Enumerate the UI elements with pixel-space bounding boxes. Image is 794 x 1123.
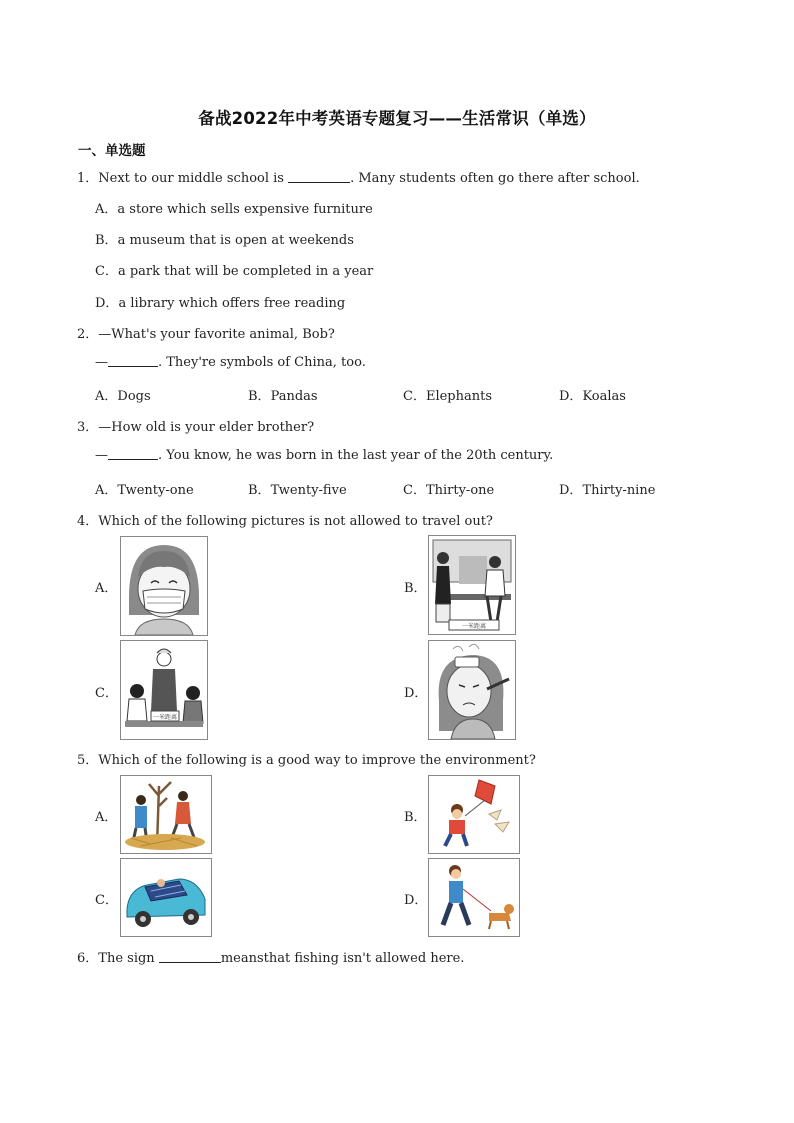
question-number: 4．	[77, 514, 99, 529]
walking-dog-image	[429, 859, 519, 936]
option-2b[interactable]	[248, 385, 318, 404]
question-4	[77, 510, 493, 529]
option-label: A．	[95, 483, 118, 498]
question-2	[77, 323, 335, 342]
option-2a[interactable]	[95, 385, 151, 404]
option-label: D．	[95, 296, 119, 311]
option-4a-label[interactable]: A．	[95, 581, 118, 596]
question-number: 2．	[77, 327, 99, 342]
pic-sign-text: 一米距离	[152, 714, 178, 721]
question-text: The sign	[98, 951, 159, 966]
pic-sign-text: 一米距离	[461, 623, 487, 630]
question-text-rest: . Many students often go there after school.	[350, 171, 640, 186]
response-text: . They're symbols of China, too.	[158, 355, 366, 370]
option-text: Twenty-one	[117, 483, 194, 498]
option-label: B．	[95, 233, 118, 248]
option-text: a library which offers free reading	[118, 296, 346, 311]
dash: —	[95, 355, 108, 370]
girl-mask-image	[121, 537, 207, 635]
option-label: B．	[248, 389, 271, 404]
option-label: A．	[95, 389, 118, 404]
option-5c-label[interactable]: C．	[95, 893, 118, 908]
option-5b-picture-kite-boy[interactable]	[428, 775, 520, 854]
kite-boy-image	[429, 776, 519, 853]
answer-blank[interactable]	[288, 170, 350, 183]
option-label: C．	[403, 389, 426, 404]
option-3d[interactable]	[559, 479, 655, 498]
option-label: A．	[95, 202, 118, 217]
option-5c-picture-solar-car[interactable]	[120, 858, 212, 937]
answer-blank[interactable]	[159, 950, 221, 963]
option-5a-picture-burning-leaves[interactable]	[120, 775, 212, 854]
dash: —	[95, 448, 108, 463]
option-1c[interactable]	[95, 260, 373, 279]
option-1b[interactable]	[95, 229, 354, 248]
question-number: 3．	[77, 420, 99, 435]
option-3a[interactable]	[95, 479, 194, 498]
option-text: Thirty-nine	[582, 483, 656, 498]
question-3	[77, 416, 314, 435]
question-text: Which of the following pictures is not allowed to travel out?	[98, 514, 493, 529]
option-3b[interactable]	[248, 479, 347, 498]
solar-car-image	[121, 859, 211, 936]
question-6	[77, 947, 464, 966]
question-number: 5．	[77, 753, 99, 768]
option-3c[interactable]	[403, 479, 494, 498]
page-title: 备战2022年中考英语专题复习——生活常识（单选）	[198, 109, 596, 128]
option-1d[interactable]	[95, 292, 345, 311]
option-label: D．	[559, 389, 583, 404]
option-4a-picture-girl-with-mask[interactable]	[120, 536, 208, 636]
option-text: Elephants	[425, 389, 493, 404]
option-label: B．	[248, 483, 271, 498]
option-1a[interactable]	[95, 198, 373, 217]
option-4b-picture-queue-distance[interactable]	[428, 535, 516, 635]
option-5d-label[interactable]: D．	[404, 893, 428, 908]
question-number: 1．	[77, 171, 99, 186]
question-text-rest: meansthat fishing isn't allowed here.	[220, 951, 465, 966]
students-distance-image	[121, 641, 207, 739]
question-text: Which of the following is a good way to improve the environment?	[98, 753, 536, 768]
question-1	[77, 167, 640, 186]
option-text: a park that will be completed in a year	[117, 264, 374, 279]
option-4b-label[interactable]: B．	[404, 581, 427, 596]
question-5	[77, 749, 536, 768]
option-text: Koalas	[582, 389, 626, 404]
question-text: —What's your favorite animal, Bob?	[98, 327, 335, 342]
option-2d[interactable]	[559, 385, 626, 404]
option-text: Dogs	[117, 389, 151, 404]
option-4d-label[interactable]: D．	[404, 686, 428, 701]
burning-leaves-image	[121, 776, 211, 853]
option-4c-label[interactable]: C．	[95, 686, 118, 701]
question-text: Next to our middle school is	[98, 171, 289, 186]
option-text: a museum that is open at weekends	[117, 233, 354, 248]
option-5b-label[interactable]: B．	[404, 810, 427, 825]
option-text: Thirty-one	[425, 483, 495, 498]
response-text: . You know, he was born in the last year of the 20th century.	[158, 448, 554, 463]
question-3-response	[95, 447, 553, 463]
answer-blank[interactable]	[108, 447, 158, 460]
option-label: D．	[559, 483, 583, 498]
option-label: C．	[403, 483, 426, 498]
option-text: a store which sells expensive furniture	[117, 202, 373, 217]
sick-girl-thermometer-image	[429, 641, 515, 739]
option-label: C．	[95, 264, 118, 279]
option-4d-picture-sick-girl[interactable]	[428, 640, 516, 740]
question-text: —How old is your elder brother?	[98, 420, 315, 435]
answer-blank[interactable]	[108, 354, 158, 367]
option-2c[interactable]	[403, 385, 492, 404]
option-5d-picture-walking-dog[interactable]	[428, 858, 520, 937]
section-heading: 一、单选题	[78, 143, 146, 159]
option-text: Twenty-five	[270, 483, 347, 498]
question-2-response	[95, 354, 366, 370]
option-5a-label[interactable]: A．	[95, 810, 118, 825]
option-text: Pandas	[270, 389, 318, 404]
option-4c-picture-students-distance[interactable]	[120, 640, 208, 740]
question-number: 6．	[77, 951, 99, 966]
queue-distance-image	[429, 536, 515, 634]
